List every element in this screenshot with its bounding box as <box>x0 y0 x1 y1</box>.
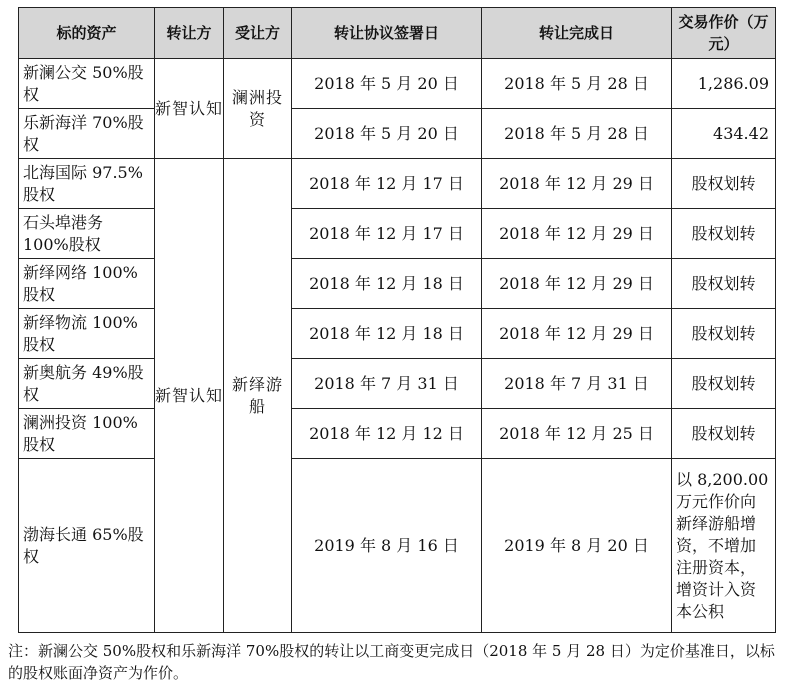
price-cell: 股权划转 <box>672 309 776 359</box>
asset-cell: 新绎物流 100%股权 <box>19 309 155 359</box>
table-row <box>19 159 776 209</box>
price-cell: 股权划转 <box>672 209 776 259</box>
table-row <box>19 209 776 259</box>
asset-cell: 新奥航务 49%股权 <box>19 359 155 409</box>
transferee-cell: 新绎游船 <box>224 159 292 633</box>
asset-cell: 北海国际 97.5%股权 <box>19 159 155 209</box>
price-cell: 股权划转 <box>672 359 776 409</box>
price-cell: 1,286.09 <box>672 59 776 109</box>
asset-cell: 石头埠港务 100%股权 <box>19 209 155 259</box>
sign-date-cell: 2018 年 12 月 18 日 <box>292 259 482 309</box>
asset-cell: 乐新海洋 70%股权 <box>19 109 155 159</box>
complete-date-cell: 2018 年 7 月 31 日 <box>482 359 672 409</box>
sign-date-cell: 2018 年 7 月 31 日 <box>292 359 482 409</box>
header-price: 交易作价（万元） <box>672 8 776 59</box>
sign-date-cell: 2018 年 5 月 20 日 <box>292 109 482 159</box>
sign-date-cell: 2018 年 12 月 18 日 <box>292 309 482 359</box>
table-row <box>19 109 776 159</box>
table-row <box>19 309 776 359</box>
transferor-cell: 新智认知 <box>155 59 224 159</box>
asset-cell: 渤海长通 65%股权 <box>19 459 155 633</box>
price-cell: 434.42 <box>672 109 776 159</box>
price-cell: 以 8,200.00 万元作价向新绎游船增资，不增加注册资本，增资计入资本公积 <box>672 459 776 633</box>
complete-date-cell: 2018 年 12 月 25 日 <box>482 409 672 459</box>
table-row <box>19 409 776 459</box>
table-row <box>19 359 776 409</box>
sign-date-cell: 2018 年 5 月 20 日 <box>292 59 482 109</box>
header-asset: 标的资产 <box>19 8 155 59</box>
header-sign-date: 转让协议签署日 <box>292 8 482 59</box>
complete-date-cell: 2018 年 12 月 29 日 <box>482 309 672 359</box>
transferee-cell: 澜洲投资 <box>224 59 292 159</box>
header-complete-date: 转让完成日 <box>482 8 672 59</box>
header-transferor: 转让方 <box>155 8 224 59</box>
transferor-cell: 新智认知 <box>155 159 224 633</box>
price-cell: 股权划转 <box>672 259 776 309</box>
sign-date-cell: 2018 年 12 月 12 日 <box>292 409 482 459</box>
header-row <box>19 8 776 59</box>
price-cell: 股权划转 <box>672 409 776 459</box>
table-row <box>19 459 776 633</box>
table-footnote: 注：新澜公交 50%股权和乐新海洋 70%股权的转让以工商变更完成日（2018 年 5 月 28 日）为定价基准日，以标的股权账面净资产为作价。 <box>8 642 775 682</box>
asset-cell: 澜洲投资 100%股权 <box>19 409 155 459</box>
complete-date-cell: 2018 年 12 月 29 日 <box>482 159 672 209</box>
asset-transfer-table <box>18 7 776 633</box>
sign-date-cell: 2018 年 12 月 17 日 <box>292 159 482 209</box>
complete-date-cell: 2019 年 8 月 20 日 <box>482 459 672 633</box>
sign-date-cell: 2018 年 12 月 17 日 <box>292 209 482 259</box>
complete-date-cell: 2018 年 12 月 29 日 <box>482 209 672 259</box>
complete-date-cell: 2018 年 5 月 28 日 <box>482 109 672 159</box>
asset-cell: 新澜公交 50%股权 <box>19 59 155 109</box>
price-cell: 股权划转 <box>672 159 776 209</box>
asset-cell: 新绎网络 100%股权 <box>19 259 155 309</box>
sign-date-cell: 2019 年 8 月 16 日 <box>292 459 482 633</box>
table-row <box>19 259 776 309</box>
table-row <box>19 59 776 109</box>
header-transferee: 受让方 <box>224 8 292 59</box>
complete-date-cell: 2018 年 5 月 28 日 <box>482 59 672 109</box>
complete-date-cell: 2018 年 12 月 29 日 <box>482 259 672 309</box>
